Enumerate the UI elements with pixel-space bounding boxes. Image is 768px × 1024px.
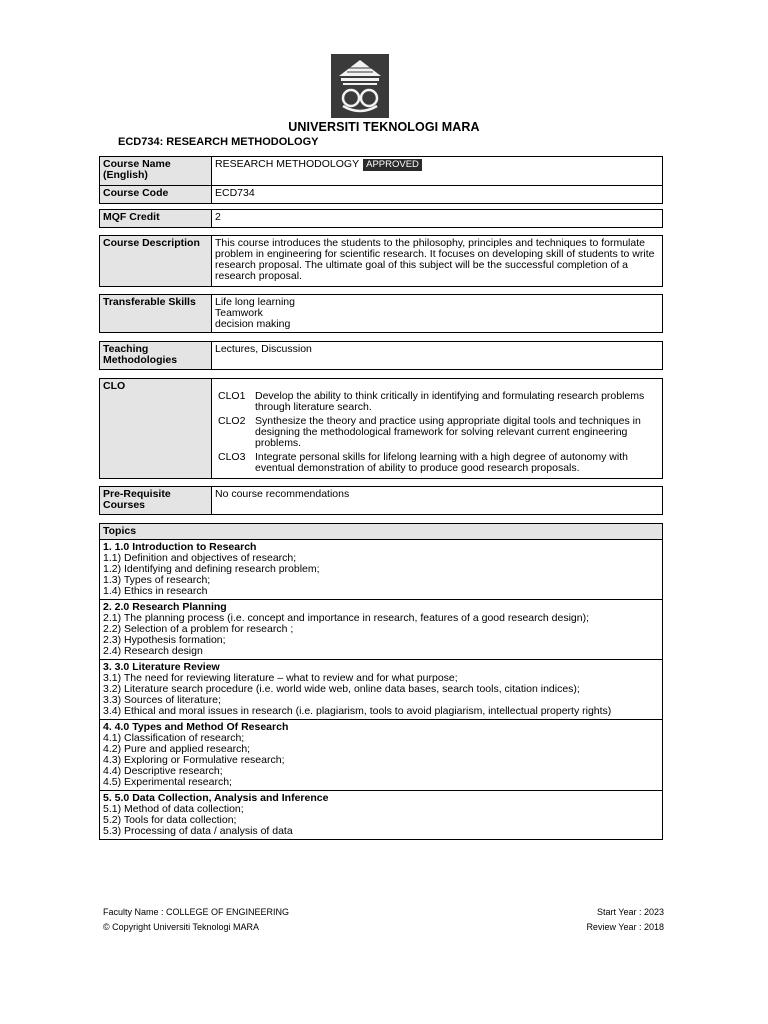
topic-item: 4.5) Experimental research; xyxy=(103,776,232,788)
skills-table xyxy=(99,294,663,333)
topic-section xyxy=(100,600,662,660)
university-name: UNIVERSITI TEKNOLOGI MARA xyxy=(288,120,480,134)
skill-item: Teamwork xyxy=(215,307,263,319)
topic-item: 5.2) Tools for data collection; xyxy=(103,814,237,826)
topics-header: Topics xyxy=(100,524,662,540)
teaching-table xyxy=(99,341,663,370)
topic-title: 5. 5.0 Data Collection, Analysis and Inference xyxy=(103,792,329,804)
topic-item: 3.1) The need for reviewing literature – what to review and for what purpose; xyxy=(103,672,458,684)
start-year: Start Year : 2023 xyxy=(596,907,664,917)
clo-text: Synthesize the theory and practice using appropriate digital tools and techniques in designing the methodological framework for solving relevant current engineering problems. xyxy=(255,415,641,449)
topic-section xyxy=(100,720,662,791)
topic-item: 4.1) Classification of research; xyxy=(103,732,245,744)
topic-item: 5.1) Method of data collection; xyxy=(103,803,244,815)
topic-item: 3.4) Ethical and moral issues in research (i.e. plagiarism, tools to avoid plagiarism, intellectual property rights) xyxy=(103,705,612,717)
course-name-label: Course Name (English) xyxy=(100,157,212,185)
clo-text: Develop the ability to think critically in identifying and formulating research problems through literature search. xyxy=(255,390,645,413)
clo-text: Integrate personal skills for lifelong learning with a high degree of autonomy with eventual demonstration of ability to produce good research proposals. xyxy=(255,451,628,474)
topic-item: 2.1) The planning process (i.e. concept and importance in research, features of a good research design); xyxy=(103,612,590,624)
skills-row xyxy=(100,295,662,332)
topic-item: 5.3) Processing of data / analysis of data xyxy=(103,825,293,837)
topic-title: 4. 4.0 Types and Method Of Research xyxy=(103,721,289,733)
status-badge: APPROVED xyxy=(363,159,422,171)
prereq-value: No course recommendations xyxy=(215,488,350,500)
topic-item: 2.3) Hypothesis formation; xyxy=(103,634,226,646)
teaching-value: Lectures, Discussion xyxy=(215,343,312,355)
mqf-label: MQF Credit xyxy=(100,210,212,227)
course-info-table xyxy=(99,156,663,204)
skills-label: Transferable Skills xyxy=(100,295,212,332)
clo-row xyxy=(100,379,662,478)
teaching-row xyxy=(100,342,662,369)
clo-item xyxy=(218,452,659,474)
topic-title: 3. 3.0 Literature Review xyxy=(103,661,220,673)
topic-item: 3.2) Literature search procedure (i.e. world wide web, online data bases, search tools, citation indices); xyxy=(103,683,580,695)
mqf-value: 2 xyxy=(215,211,221,223)
skills-value xyxy=(212,295,662,332)
clo-table xyxy=(99,378,663,479)
topic-title: 2. 2.0 Research Planning xyxy=(103,601,227,613)
clo-code: CLO2 xyxy=(218,415,246,427)
prereq-table xyxy=(99,486,663,515)
teaching-label: Teaching Methodologies xyxy=(100,342,212,369)
subject-title: ECD734: RESEARCH METHODOLOGY xyxy=(118,136,319,148)
review-year: Review Year : 2018 xyxy=(586,922,664,932)
topic-item: 1.3) Types of research; xyxy=(103,574,211,586)
topic-section xyxy=(100,540,662,600)
topic-item: 2.4) Research design xyxy=(103,645,203,657)
mqf-table xyxy=(99,209,663,228)
description-row xyxy=(100,236,662,286)
topic-item: 2.2) Selection of a problem for research ; xyxy=(103,623,294,635)
description-label: Course Description xyxy=(100,236,212,286)
course-name-value xyxy=(212,157,662,185)
skill-item: Life long learning xyxy=(215,296,295,308)
clo-code: CLO3 xyxy=(218,451,246,463)
course-name-row xyxy=(100,157,662,186)
prereq-label: Pre-Requisite Courses xyxy=(100,487,212,514)
clo-item xyxy=(218,391,659,413)
course-name-text: RESEARCH METHODOLOGY xyxy=(215,158,360,170)
faculty-name: Faculty Name : COLLEGE OF ENGINEERING xyxy=(103,907,290,917)
topic-item: 4.4) Descriptive research; xyxy=(103,765,223,777)
clo-label: CLO xyxy=(100,379,212,478)
topic-item: 4.2) Pure and applied research; xyxy=(103,743,251,755)
prereq-row xyxy=(100,487,662,514)
uitm-logo-icon xyxy=(331,54,389,118)
topic-item: 1.4) Ethics in research xyxy=(103,585,208,597)
description-table xyxy=(99,235,663,287)
course-code-value: ECD734 xyxy=(215,187,255,199)
clo-code: CLO1 xyxy=(218,390,246,402)
topic-title: 1. 1.0 Introduction to Research xyxy=(103,541,257,553)
mqf-row xyxy=(100,210,662,227)
clo-item xyxy=(218,416,659,449)
course-code-row xyxy=(100,186,662,203)
copyright: © Copyright Universiti Teknologi MARA xyxy=(103,922,260,932)
description-value: This course introduces the students to the philosophy, principles and techniques to formulate problem in engineering for scientific research. It focuses on developing skill of students to write research proposal. The ultimate goal of this subject will be the successful completion of a research proposal. xyxy=(215,237,655,282)
topic-item: 1.1) Definition and objectives of research; xyxy=(103,552,297,564)
topic-item: 1.2) Identifying and defining research problem; xyxy=(103,563,320,575)
topic-item: 3.3) Sources of literature; xyxy=(103,694,221,706)
course-code-label: Course Code xyxy=(100,186,212,203)
topic-item: 4.3) Exploring or Formulative research; xyxy=(103,754,285,766)
topic-section xyxy=(100,660,662,720)
topics-table xyxy=(99,523,663,840)
topic-section xyxy=(100,791,662,839)
skill-item: decision making xyxy=(215,318,291,330)
clo-list xyxy=(212,379,662,478)
